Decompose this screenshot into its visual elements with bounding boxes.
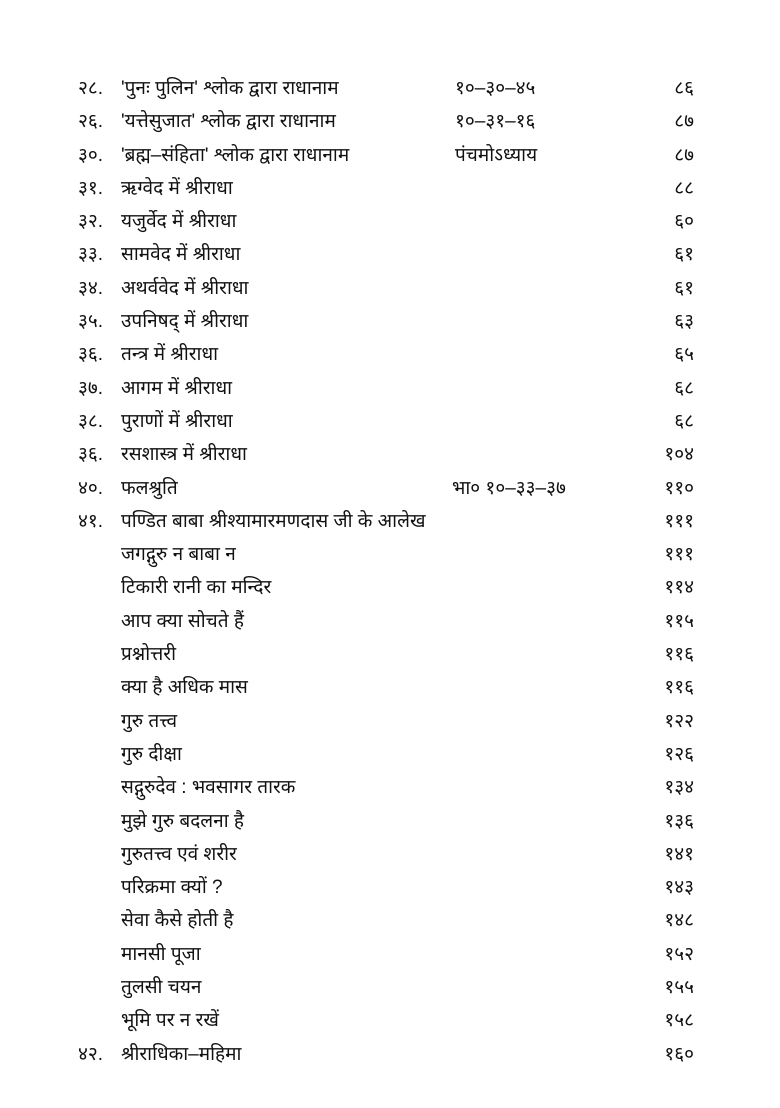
- entry-title: पुराणों में श्रीराधा: [121, 410, 233, 432]
- entry-number: ३५.: [78, 311, 104, 333]
- toc-entry: [0, 338, 780, 371]
- toc-entry: [0, 538, 780, 571]
- entry-title: फलश्रुति: [121, 477, 178, 499]
- entry-reference: पंचमोऽध्याय: [455, 144, 538, 166]
- entry-page-number: ६५: [674, 344, 694, 366]
- entry-title: अथर्ववेद में श्रीराधा: [121, 277, 249, 299]
- entry-title: 'पुनः पुलिन' श्लोक द्वारा राधानाम: [121, 78, 339, 99]
- entry-page-number: १४३: [664, 877, 694, 899]
- toc-entry: [0, 838, 780, 871]
- entry-page-number: १२६: [664, 743, 694, 765]
- entry-title: क्या है अधिक मास: [121, 677, 248, 699]
- entry-title: तुलसी चयन: [121, 977, 202, 999]
- entry-page-number: ६०: [674, 211, 694, 233]
- entry-page-number: ११४: [664, 577, 694, 599]
- entry-title: यजुर्वेद में श्रीराधा: [121, 211, 237, 233]
- entry-page-number: ८७: [674, 111, 694, 133]
- entry-title: परिक्रमा क्यों ?: [121, 877, 223, 899]
- entry-page-number: ८७: [674, 144, 694, 166]
- entry-page-number: ११६: [664, 644, 694, 666]
- entry-page-number: १३६: [664, 810, 694, 832]
- entry-page-number: ६८: [674, 410, 694, 432]
- entry-title: टिकारी रानी का मन्दिर: [121, 577, 272, 599]
- entry-page-number: ११६: [664, 677, 694, 699]
- entry-title: मुझे गुरु बदलना है: [121, 810, 244, 832]
- entry-title: गुरुतत्त्व एवं शरीर: [121, 843, 237, 865]
- entry-page-number: १२२: [664, 710, 694, 732]
- entry-number: २८.: [78, 78, 104, 99]
- entry-number: ४१.: [78, 510, 104, 532]
- entry-number: ४०.: [78, 477, 104, 499]
- entry-page-number: ६१: [674, 244, 694, 266]
- entry-page-number: १५८: [664, 1010, 694, 1032]
- entry-page-number: ६१: [674, 277, 694, 299]
- entry-title: पण्डित बाबा श्रीश्यामारमणदास जी के आलेख: [121, 510, 426, 532]
- toc-entry: [0, 605, 780, 638]
- entry-title: आगम में श्रीराधा: [121, 377, 233, 399]
- entry-title: गुरु दीक्षा: [121, 743, 182, 765]
- entry-number: ३२.: [78, 211, 104, 233]
- entry-title: उपनिषद् में श्रीराधा: [121, 311, 249, 333]
- entry-title: सेवा कैसे होती है: [121, 910, 234, 932]
- entry-page-number: ८८: [674, 177, 694, 199]
- toc-entry: [0, 705, 780, 738]
- entry-page-number: १४१: [664, 843, 694, 865]
- toc-entry: [0, 405, 780, 438]
- entry-title: सामवेद में श्रीराधा: [121, 244, 241, 266]
- entry-number: ३०.: [78, 144, 104, 166]
- entry-title: तन्त्र में श्रीराधा: [121, 344, 219, 366]
- table-of-contents: [0, 72, 780, 1071]
- entry-number: ३१.: [78, 177, 104, 199]
- entry-page-number: १६०: [664, 1043, 694, 1065]
- toc-entry: [0, 938, 780, 971]
- toc-entry: [0, 238, 780, 271]
- toc-entry: [0, 438, 780, 471]
- entry-title: ऋग्वेद में श्रीराधा: [121, 177, 233, 199]
- entry-page-number: ६८: [674, 377, 694, 399]
- toc-entry: [0, 805, 780, 838]
- entry-page-number: १५२: [664, 943, 694, 965]
- toc-entry: [0, 738, 780, 771]
- entry-number: ३६.: [78, 344, 104, 366]
- entry-number: ३६.: [78, 444, 104, 466]
- entry-title: प्रश्नोत्तरी: [121, 644, 176, 666]
- entry-page-number: १५५: [664, 977, 694, 999]
- entry-page-number: ११५: [664, 610, 694, 632]
- entry-title: 'यत्तेसुजात' श्लोक द्वारा राधानाम: [121, 111, 336, 133]
- entry-page-number: ८६: [674, 78, 694, 99]
- toc-entry: [0, 871, 780, 904]
- entry-page-number: ६३: [674, 311, 694, 333]
- toc-entry: [0, 139, 780, 172]
- toc-entry: [0, 1038, 780, 1071]
- entry-number: ३४.: [78, 277, 104, 299]
- entry-page-number: १०४: [664, 444, 694, 466]
- entry-reference: १०–३०–४५: [455, 78, 536, 99]
- toc-entry: [0, 671, 780, 704]
- toc-entry: [0, 1004, 780, 1037]
- toc-entry: [0, 505, 780, 538]
- toc-entry: [0, 771, 780, 804]
- entry-title: भूमि पर न रखें: [121, 1010, 219, 1032]
- entry-title: मानसी पूजा: [121, 943, 201, 965]
- toc-entry: [0, 272, 780, 305]
- entry-reference: भा० १०–३३–३७: [452, 477, 566, 499]
- toc-entry: [0, 305, 780, 338]
- entry-number: ४२.: [78, 1043, 104, 1065]
- entry-title: जगद्गुरु न बाबा न: [121, 544, 236, 566]
- toc-entry: [0, 904, 780, 937]
- entry-title: रसशास्त्र में श्रीराधा: [121, 444, 247, 466]
- entry-number: २६.: [78, 111, 104, 133]
- toc-entry: [0, 172, 780, 205]
- entry-number: ३८.: [78, 410, 104, 432]
- entry-number: ३३.: [78, 244, 104, 266]
- toc-entry: [0, 72, 780, 105]
- entry-page-number: ११०: [664, 477, 694, 499]
- entry-title: आप क्या सोचते हैं: [121, 610, 244, 632]
- toc-entry: [0, 971, 780, 1004]
- entry-page-number: १४८: [664, 910, 694, 932]
- toc-entry: [0, 638, 780, 671]
- toc-entry: [0, 372, 780, 405]
- entry-page-number: १३४: [664, 777, 694, 799]
- toc-entry: [0, 205, 780, 238]
- entry-title: गुरु तत्त्व: [121, 710, 178, 732]
- entry-reference: १०–३१–१६: [455, 111, 536, 133]
- entry-page-number: १११: [664, 544, 694, 566]
- entry-title: श्रीराधिका–महिमा: [121, 1043, 242, 1065]
- entry-title: सद्गुरुदेव : भवसागर तारक: [121, 777, 296, 799]
- entry-number: ३७.: [78, 377, 104, 399]
- entry-title: 'ब्रह्म–संहिता' श्लोक द्वारा राधानाम: [121, 144, 350, 166]
- toc-entry: [0, 571, 780, 604]
- toc-entry: [0, 105, 780, 138]
- entry-page-number: १११: [664, 510, 694, 532]
- toc-entry: [0, 472, 780, 505]
